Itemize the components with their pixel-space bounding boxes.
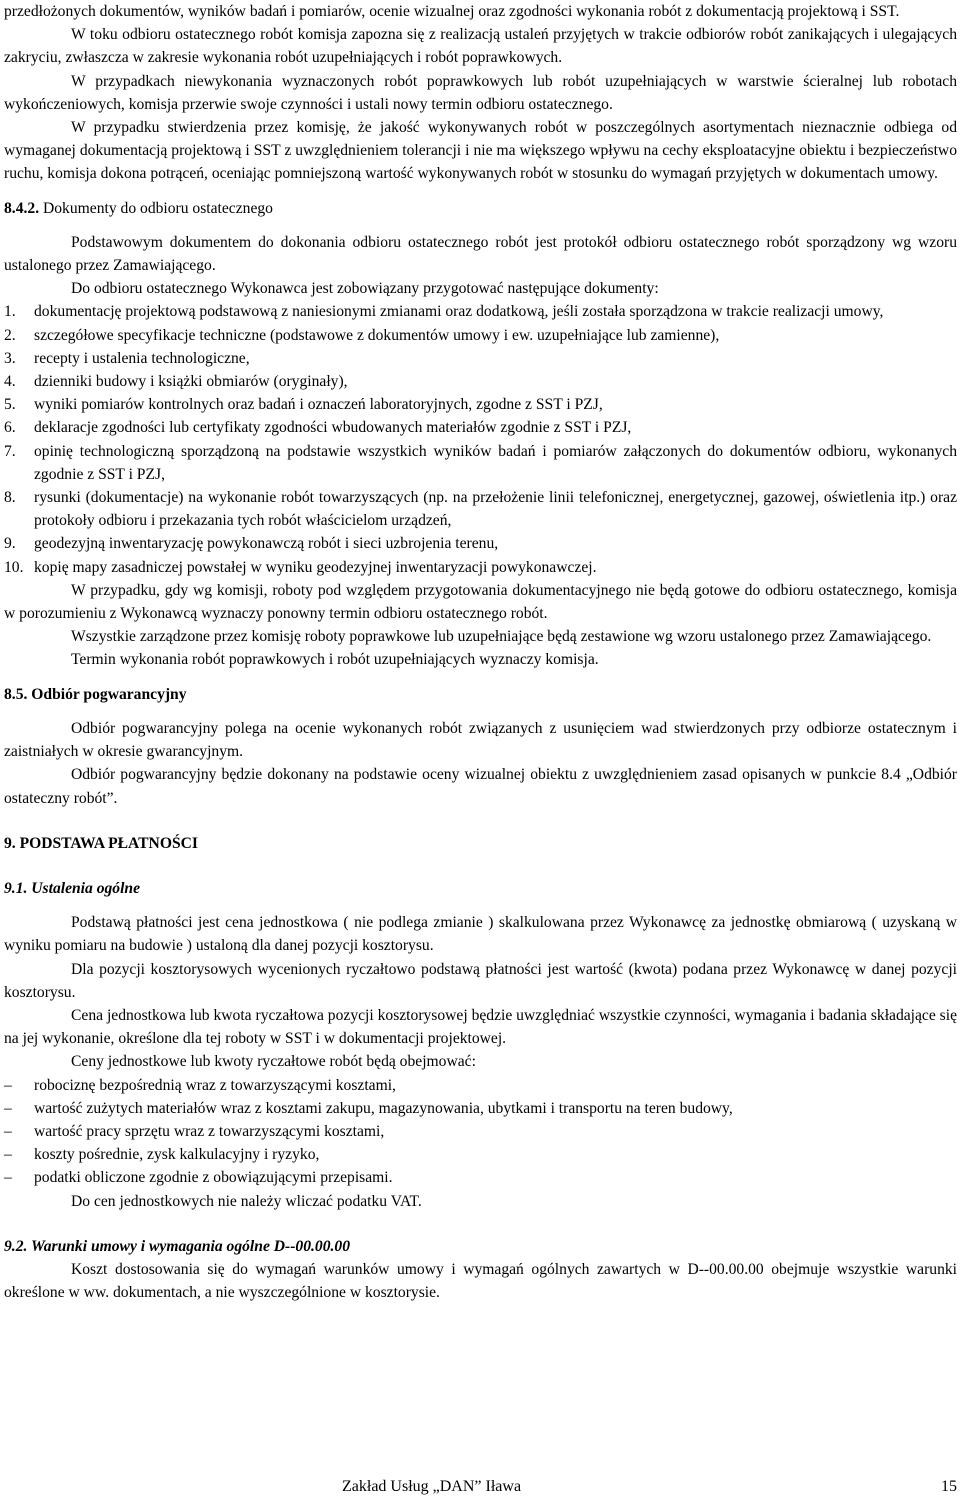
paragraph: Podstawą płatności jest cena jednostkowa ( nie podlega zmianie ) skalkulowana przez Wykonawcę za jednostkę obmiarową ( uzyskaną w wyniku pomiaru na budowie ) ustaloną dla danej pozycji kosztorysu. <box>4 914 957 955</box>
list-item: – wartość pracy sprzętu wraz z towarzyszącymi kosztami, <box>4 1122 385 1140</box>
footer-company: Zakład Usług „DAN” Iława <box>342 1478 522 1495</box>
list-item: 8. rysunki (dokumentacje) na wykonanie robót towarzyszących (np. na przełożenie linii telefonicznej, energetycznej, gazowej, oświetlenia itp.) oraz protokoły odbioru i przekazania tych robót właścicielom urządzeń, <box>4 489 957 530</box>
paragraph: Odbiór pogwarancyjny będzie dokonany na podstawie oceny wizualnej obiektu z uwzględnieniem zasad opisanych w punkcie 8.4 „Odbiór ostateczny robót”. <box>4 766 957 807</box>
list-item: 5. wyniki pomiarów kontrolnych oraz badań i oznaczeń laboratoryjnych, zgodne z SST i PZJ, <box>4 396 603 414</box>
section-heading-9-2: 9.2. Warunki umowy i wymagania ogólne D--00.00.00 <box>4 1237 350 1255</box>
section-number: 8.4.2. <box>4 199 40 217</box>
list-item: 10. kopię mapy zasadniczej powstałej w wyniku geodezyjnej inwentaryzacji powykonawczej. <box>4 558 597 576</box>
section-heading-9-1: 9.1. Ustalenia ogólne <box>4 879 141 897</box>
list-item: 7. opinię technologiczną sporządzoną na podstawie wszystkich wyników badań i pomiarów załączonych do dokumentów odbioru, wykonanych zgodnie z SST i PZJ, <box>4 442 957 483</box>
list-item: 9. geodezyjną inwentaryzację powykonawczą robót i sieci uzbrojenia terenu, <box>4 535 499 553</box>
document-page <box>4 0 957 1304</box>
paragraph: przedłożonych dokumentów, wyników badań i pomiarów, ocenie wizualnej oraz zgodności wykonania robót z dokumentacją projektową i SST. <box>4 3 900 20</box>
page-number: 15 <box>941 1478 957 1495</box>
list-item: 2. szczegółowe specyfikacje techniczne (podstawowe z dokumentów umowy i ew. uzupełniające lub zamienne), <box>4 326 720 344</box>
section-heading-8-4-2 <box>4 197 957 220</box>
paragraph: W toku odbioru ostatecznego robót komisja zapozna się z realizacją ustaleń przyjętych w trakcie odbiorów robót zanikających i ulegających zakryciu, zwłaszcza w zakresie wykonania robót uzupełniających i robót poprawkowych. <box>4 26 957 67</box>
list-item: 3. recepty i ustalenia technologiczne, <box>4 349 250 367</box>
section-title: Dokumenty do odbioru ostatecznego <box>43 199 273 217</box>
list-item: – robociznę bezpośrednią wraz z towarzyszącymi kosztami, <box>4 1076 396 1094</box>
list-item: 1. dokumentację projektową podstawową z naniesionymi zmianami oraz dodatkową, jeśli została sporządzona w trakcie realizacji umowy, <box>4 303 884 321</box>
list-item: – wartość zużytych materiałów wraz z kosztami zakupu, magazynowania, ubytkami i transportu na teren budowy, <box>4 1099 733 1117</box>
paragraph: Do cen jednostkowych nie należy wliczać podatku VAT. <box>71 1192 422 1210</box>
paragraph: Odbiór pogwarancyjny polega na ocenie wykonanych robót związanych z usunięciem wad stwierdzonych przy odbiorze ostatecznym i zaistniałych w okresie gwarancyjnym. <box>4 719 957 761</box>
paragraph: Podstawowym dokumentem do dokonania odbioru ostatecznego robót jest protokół odbioru ostatecznego robót sporządzony wg wzoru ustalonego przez Zamawiającego. <box>4 233 957 275</box>
paragraph: Cena jednostkowa lub kwota ryczałtowa pozycji kosztorysowej będzie uwzględniać wszystkie czynności, wymagania i badania składające się na jej wykonanie, określone dla tej roboty w SST i w dokumentacji projektowej. <box>4 1006 957 1048</box>
paragraph: W przypadku stwierdzenia przez komisję, że jakość wykonywanych robót w poszczególnych asortymentach nieznacznie odbiega od wymaganej dokumentacją projektową i SST z uwzględnieniem tolerancji i nie ma większego wpływu na cechy eksploatacyjne obiektu i bezpieczeństwo ruchu, komisja dokona potrąceń, oceniając pomniejszoną wartość wykonywanych robót w stosunku do wymagań przyjętych w dokumentach umowy. <box>4 119 957 183</box>
list-item: – koszty pośrednie, zysk kalkulacyjny i ryzyko, <box>4 1146 320 1164</box>
section-heading-8-5: 8.5. Odbiór pogwarancyjny <box>4 685 187 703</box>
documents-list <box>4 300 957 578</box>
list-item: 6. deklaracje zgodności lub certyfikaty zgodności wbudowanych materiałów zgodnie z SST i PZJ, <box>4 419 632 437</box>
paragraph: Koszt dostosowania się do wymagań warunków umowy i wymagań ogólnych zawartych w D--00.00.00 obejmuje wszystkie warunki określone w ww. dokumentach, a nie wyszczególnione w kosztorysie. <box>4 1260 957 1302</box>
paragraph: W przypadku, gdy wg komisji, roboty pod względem przygotowania dokumentacyjnego nie będą gotowe do odbioru ostatecznego, komisja w porozumieniu z Wykonawcą wyznaczy ponowny termin odbioru ostatecznego robót. <box>4 581 957 623</box>
paragraph: Do odbioru ostatecznego Wykonawca jest zobowiązany przygotować następujące dokumenty: <box>71 280 659 298</box>
paragraph: Dla pozycji kosztorysowych wycenionych ryczałtowo podstawą płatności jest wartość (kwota) podana przez Wykonawcę w danej pozycji kosztorysu. <box>4 960 957 1001</box>
paragraph: Wszystkie zarządzone przez komisję roboty poprawkowe lub uzupełniające będą zestawione wg wzoru ustalonego przez Zamawiającego. <box>71 628 932 646</box>
paragraph: Termin wykonania robót poprawkowych i robót uzupełniających wyznaczy komisja. <box>71 651 599 669</box>
paragraph: Ceny jednostkowe lub kwoty ryczałtowe robót będą obejmować: <box>71 1053 476 1071</box>
list-item: 4. dzienniki budowy i książki obmiarów (oryginały), <box>4 373 348 391</box>
paragraph: W przypadkach niewykonania wyznaczonych robót poprawkowych lub robót uzupełniających w warstwie ścieralnej lub robotach wykończeniowych, komisja przerwie swoje czynności i ustali nowy termin odbioru ostatecznego. <box>4 72 957 113</box>
section-heading-9: 9. PODSTAWA PŁATNOŚCI <box>4 834 198 852</box>
list-item: – podatki obliczone zgodnie z obowiązującymi przepisami. <box>4 1169 393 1187</box>
cost-components-list <box>4 1074 957 1190</box>
